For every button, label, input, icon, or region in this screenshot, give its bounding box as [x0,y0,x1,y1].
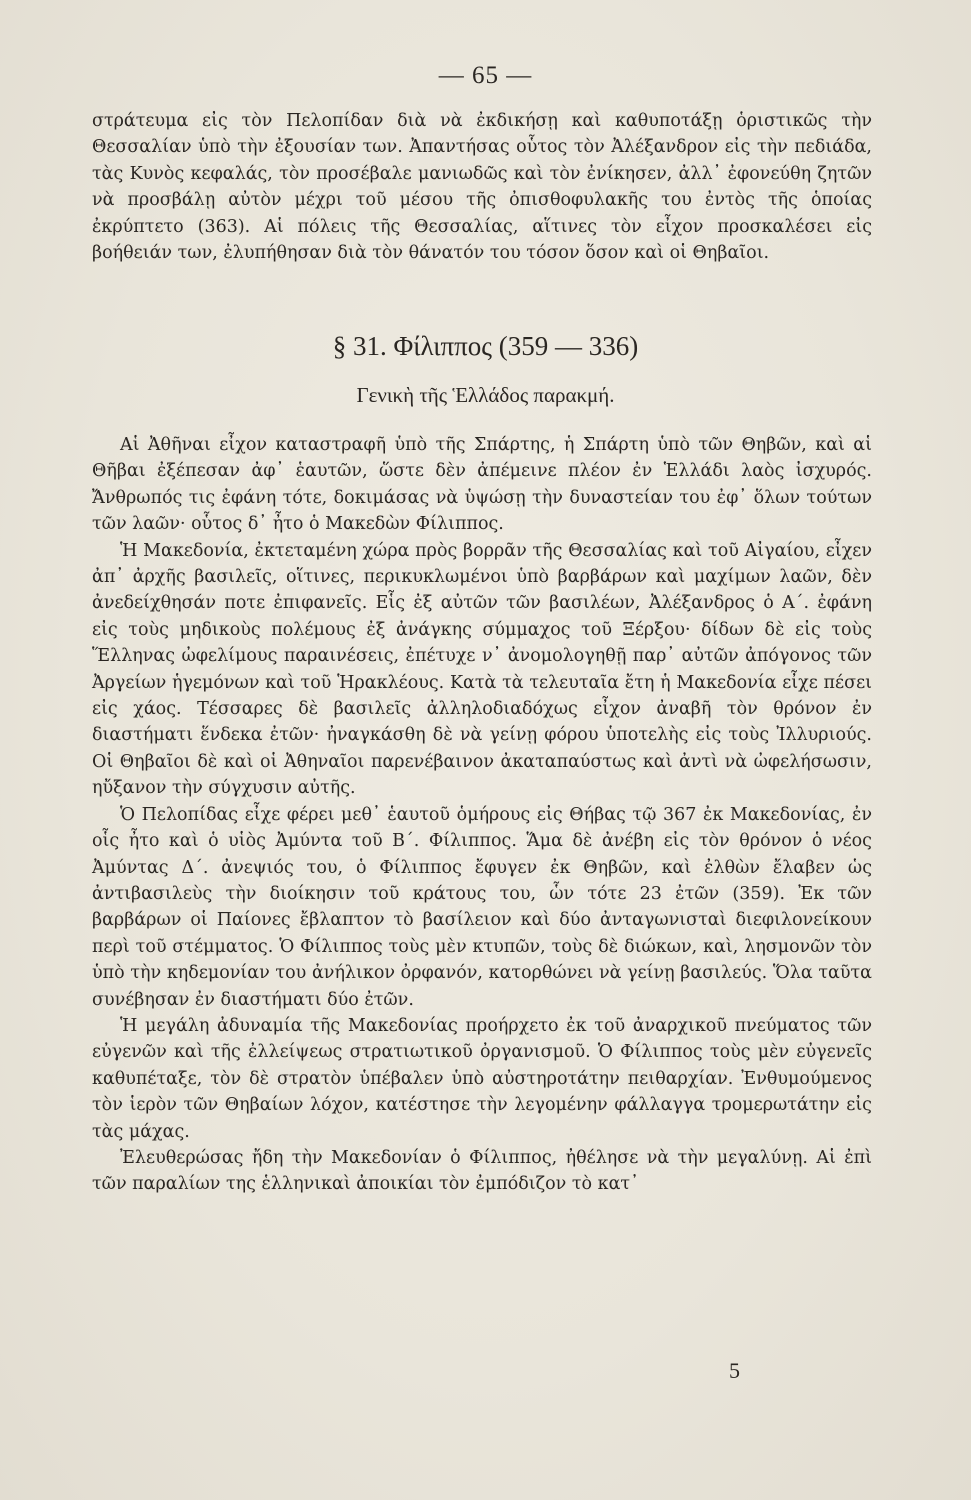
printer-signature-mark: 5 [729,1358,740,1383]
intro-paragraph: στράτευμα εἰς τὸν Πελοπίδαν διὰ νὰ ἐκδικήσῃ καὶ καθυποτάξῃ ὁριστικῶς τὴν Θεσσαλίαν ὑπὸ τὴν ἐξουσίαν των. Ἀπαντήσας οὗτος τὸν Ἀλέξανδρον εἰς τὴν πεδιάδα, τὰς Κυνὸς κεφαλάς, τὸν προσέβαλε μανιωδῶς καὶ τὸν ἐνίκησεν, ἀλλ᾽ ἐφονεύθη ζητῶν νὰ προσβάλῃ αὐτὸν μέχρι τοῦ μέσου τῆς ὀπισθοφυλακῆς του ἐντὸς τῆς ὁποίας ἐκρύπτετο (363). Αἱ πόλεις τῆς Θεσσαλίας, αἵτινες τὸν εἶχον προσκαλέσει εἰς βοήθειάν των, ἐλυπήθησαν διὰ τὸν θάνατόν του τόσον ὅσον καὶ οἱ Θηβαῖοι. [92,111,872,264]
intro-text-block [92,108,872,266]
paragraph: Ἡ Μακεδονία, ἐκτεταμένη χώρα πρὸς βορρᾶν τῆς Θεσσαλίας καὶ τοῦ Αἰγαίου, εἶχεν ἀπ᾽ ἀρχῆς βασιλεῖς, οἵτινες, περικυκλωμένοι ὑπὸ βαρβάρων καὶ μαχίμων λαῶν, δὲν ἀνεδείχθησάν ποτε ἐπιφανεῖς. Εἷς ἐξ αὐτῶν τῶν βασιλέων, Ἀλέξανδρος ὁ Α΄. ἐφάνη εἰς τοὺς μηδικοὺς πολέμους ἐξ ἀνάγκης σύμμαχος τοῦ Ξέρξου· δίδων δὲ εἰς τοὺς Ἕλληνας ὠφελίμους παραινέσεις, ἐπέτυχε ν᾽ ἀνομολογηθῇ παρ᾽ αὐτῶν ἀπόγονος τῶν Ἀργείων ἡγεμόνων καὶ τοῦ Ἡρακλέους. Κατὰ τὰ τελευταῖα ἔτη ἡ Μακεδονία εἶχε πέσει εἰς χάος. Τέσσαρες δὲ βασιλεῖς ἀλληλοδιαδόχως εἶχον ἀναβῆ τὸν θρόνον ἐν διαστήματι ἕνδεκα ἐτῶν· ἠναγκάσθη δὲ νὰ γείνῃ φόρου ὑποτελὴς εἰς τοὺς Ἰλλυριούς. Οἱ Θηβαῖοι δὲ καὶ οἱ Ἀθηναῖοι παρενέβαινον ἀκαταπαύστως καὶ ἀντὶ νὰ ὠφελήσωσιν, ηὔξανον τὴν σύγχυσιν αὐτῆς. [92,540,872,799]
paragraph: Ἡ μεγάλη ἀδυναμία τῆς Μακεδονίας προήρχετο ἐκ τοῦ ἀναρχικοῦ πνεύματος τῶν εὐγενῶν καὶ τῆς ἐλλείψεως στρατιωτικοῦ ὀργανισμοῦ. Ὁ Φίλιππος τοὺς μὲν εὐγενεῖς καθυπέταξε, τὸν δὲ στρατὸν ὑπέβαλεν ὑπὸ αὐστηροτάτην πειθαρχίαν. Ἐνθυμούμενος τὸν ἱερὸν τῶν Θηβαίων λόχον, κατέστησε τὴν λεγομένην φάλλαγγα τρομερωτάτην εἰς τὰς μάχας. [92,1015,872,1142]
paragraph: Αἱ Ἀθῆναι εἶχον καταστραφῆ ὑπὸ τῆς Σπάρτης, ἡ Σπάρτη ὑπὸ τῶν Θηβῶν, καὶ αἱ Θῆβαι ἐξέπεσαν ἀφ᾽ ἑαυτῶν, ὥστε δὲν ἀπέμεινε πλέον ἐν Ἑλλάδι λαὸς ἰσχυρός. Ἄνθρωπός τις ἐφάνη τότε, δοκιμάσας νὰ ὑψώσῃ τὴν δυναστείαν του ἐφ᾽ ὅλων τούτων τῶν λαῶν· οὗτος δ᾽ ἦτο ὁ Μακεδὼν Φίλιππος. [92,435,872,535]
section-subheading: Γενικὴ τῆς Ἑλλάδος παρακμή. [356,383,615,407]
page-number: — 65 — [438,62,533,89]
body-text-block [92,432,872,1198]
section-heading: § 31. Φίλιππος (359 — 336) [332,331,639,361]
paragraph: Ἐλευθερώσας ἤδη τὴν Μακεδονίαν ὁ Φίλιππος, ἠθέλησε νὰ τὴν μεγαλύνῃ. Αἱ ἐπὶ τῶν παραλίων της ἑλληνικαὶ ἀποικίαι τὸν ἐμπόδιζον τὸ κατ᾽ [92,1147,872,1195]
paragraph: Ὁ Πελοπίδας εἶχε φέρει μεθ᾽ ἑαυτοῦ ὁμήρους εἰς Θήβας τῷ 367 ἐκ Μακεδονίας, ἐν οἷς ἦτο καὶ ὁ υἱὸς Ἀμύντα τοῦ Β΄. Φίλιππος. Ἅμα δὲ ἀνέβη εἰς τὸν θρόνον ὁ νέος Ἀμύντας Δ΄. ἀνεψιός του, ὁ Φίλιππος ἔφυγεν ἐκ Θηβῶν, καὶ ἐλθὼν ἔλαβεν ὡς ἀντιβασιλεὺς τὴν διοίκησιν τοῦ κράτους του, ὧν τότε 23 ἐτῶν (359). Ἐκ τῶν βαρβάρων οἱ Παίονες ἔβλαπτον τὸ βασίλειον καὶ δύο ἀνταγωνισταὶ διεφιλονείκουν περὶ τοῦ στέμματος. Ὁ Φίλιππος τοὺς μὲν κτυπῶν, τοὺς δὲ διώκων, καὶ, λησμονῶν τὸν ὑπὸ τὴν κηδεμονίαν του ἀνήλικον ὀρφανόν, κατορθώνει νὰ γείνῃ βασιλεύς. Ὅλα ταῦτα συνέβησαν ἐν διαστήματι δύο ἐτῶν. [92,804,872,1010]
